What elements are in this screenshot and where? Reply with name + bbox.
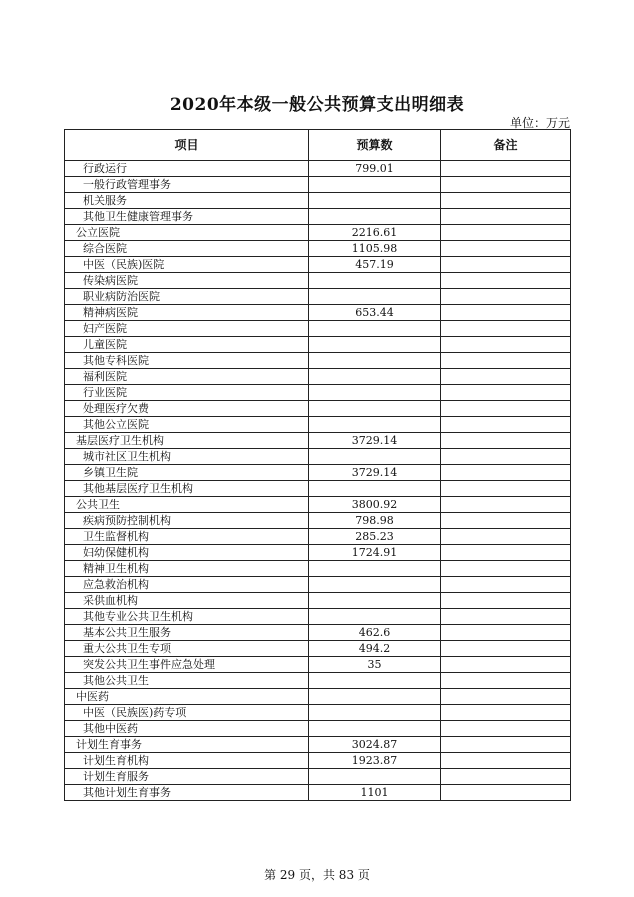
table-row [65,753,571,769]
table-row [65,785,571,801]
budget-table [64,129,571,801]
row-note [441,753,571,769]
table-row [65,321,571,337]
table-row [65,241,571,257]
row-item-name: 公立医院 [65,225,309,241]
row-budget-value [309,673,441,689]
row-budget-value: 1923.87 [309,753,441,769]
row-note [441,721,571,737]
row-note [441,529,571,545]
row-budget-value [309,273,441,289]
table-row [65,641,571,657]
row-item-name: 计划生育机构 [65,753,309,769]
table-row [65,193,571,209]
table-row [65,625,571,641]
row-budget-value [309,321,441,337]
row-item-name: 其他基层医疗卫生机构 [65,481,309,497]
table-row [65,273,571,289]
page-footer: 第 29 页，共 83 页 [264,868,370,882]
row-item-name: 行政运行 [65,161,309,177]
row-note [441,737,571,753]
row-budget-value: 494.2 [309,641,441,657]
row-item-name: 应急救治机构 [65,577,309,593]
table-row [65,353,571,369]
row-note [441,225,571,241]
table-row [65,177,571,193]
table-row [65,209,571,225]
row-note [441,641,571,657]
row-item-name: 机关服务 [65,193,309,209]
table-row [65,225,571,241]
table-row [65,385,571,401]
row-note [441,449,571,465]
row-budget-value [309,721,441,737]
row-budget-value: 798.98 [309,513,441,529]
row-note [441,305,571,321]
row-item-name: 其他专科医院 [65,353,309,369]
row-note [441,769,571,785]
row-item-name: 公共卫生 [65,497,309,513]
row-budget-value: 2216.61 [309,225,441,241]
table-row [65,433,571,449]
row-budget-value [309,577,441,593]
row-budget-value [309,561,441,577]
table-row [65,705,571,721]
row-note [441,273,571,289]
row-item-name: 中医（民族)医院 [65,257,309,273]
row-item-name: 突发公共卫生事件应急处理 [65,657,309,673]
row-budget-value [309,193,441,209]
header-budget: 预算数 [309,130,441,161]
row-item-name: 基层医疗卫生机构 [65,433,309,449]
table-row [65,689,571,705]
row-budget-value: 1101 [309,785,441,801]
row-item-name: 采供血机构 [65,593,309,609]
table-row [65,513,571,529]
row-item-name: 其他卫生健康管理事务 [65,209,309,225]
row-item-name: 其他公共卫生 [65,673,309,689]
row-budget-value: 1724.91 [309,545,441,561]
row-item-name: 儿童医院 [65,337,309,353]
row-item-name: 计划生育事务 [65,737,309,753]
row-item-name: 处理医疗欠费 [65,401,309,417]
row-note [441,705,571,721]
row-note [441,161,571,177]
row-item-name: 其他中医药 [65,721,309,737]
row-note [441,193,571,209]
row-item-name: 其他公立医院 [65,417,309,433]
row-item-name: 福利医院 [65,369,309,385]
table-row [65,481,571,497]
table-row [65,593,571,609]
row-note [441,689,571,705]
row-budget-value [309,705,441,721]
row-note [441,673,571,689]
row-note [441,369,571,385]
table-row [65,561,571,577]
row-item-name: 其他专业公共卫生机构 [65,609,309,625]
row-budget-value [309,449,441,465]
row-note [441,625,571,641]
table-row [65,769,571,785]
row-budget-value [309,177,441,193]
row-note [441,257,571,273]
row-item-name: 乡镇卫生院 [65,465,309,481]
row-item-name: 综合医院 [65,241,309,257]
row-note [441,353,571,369]
table-row [65,529,571,545]
row-note [441,401,571,417]
row-note [441,593,571,609]
table-row [65,289,571,305]
row-budget-value [309,593,441,609]
row-note [441,321,571,337]
row-budget-value: 3024.87 [309,737,441,753]
table-row [65,721,571,737]
table-row [65,161,571,177]
row-item-name: 精神病医院 [65,305,309,321]
row-budget-value: 457.19 [309,257,441,273]
table-header-row [65,130,571,161]
unit-label: 单位：万元 [509,116,570,130]
row-item-name: 其他计划生育事务 [65,785,309,801]
table-row [65,673,571,689]
row-item-name: 职业病防治医院 [65,289,309,305]
table-row [65,465,571,481]
row-note [441,577,571,593]
row-note [441,433,571,449]
table-row [65,657,571,673]
table-row [65,401,571,417]
table-row [65,417,571,433]
row-item-name: 妇幼保健机构 [65,545,309,561]
row-budget-value: 3729.14 [309,465,441,481]
row-budget-value: 1105.98 [309,241,441,257]
row-note [441,545,571,561]
row-budget-value [309,369,441,385]
row-item-name: 传染病医院 [65,273,309,289]
row-note [441,289,571,305]
header-note: 备注 [441,130,571,161]
row-note [441,241,571,257]
row-item-name: 中医药 [65,689,309,705]
row-note [441,385,571,401]
table-row [65,305,571,321]
table-row [65,257,571,273]
row-note [441,481,571,497]
table-row [65,369,571,385]
row-item-name: 一般行政管理事务 [65,177,309,193]
row-note [441,561,571,577]
row-note [441,785,571,801]
row-budget-value [309,353,441,369]
row-item-name: 重大公共卫生专项 [65,641,309,657]
row-budget-value: 35 [309,657,441,673]
table-row [65,497,571,513]
table-row [65,449,571,465]
row-note [441,609,571,625]
row-budget-value [309,289,441,305]
row-item-name: 疾病预防控制机构 [65,513,309,529]
row-note [441,417,571,433]
row-note [441,337,571,353]
row-budget-value [309,609,441,625]
table-row [65,737,571,753]
table-row [65,545,571,561]
row-budget-value [309,417,441,433]
row-item-name: 卫生监督机构 [65,529,309,545]
row-budget-value [309,209,441,225]
row-budget-value [309,401,441,417]
row-note [441,465,571,481]
row-budget-value [309,385,441,401]
page-title: 2020年本级一般公共预算支出明细表 [169,95,465,115]
row-item-name: 精神卫生机构 [65,561,309,577]
row-item-name: 行业医院 [65,385,309,401]
row-budget-value: 3800.92 [309,497,441,513]
row-item-name: 城市社区卫生机构 [65,449,309,465]
row-budget-value: 799.01 [309,161,441,177]
row-budget-value: 285.23 [309,529,441,545]
row-note [441,497,571,513]
row-note [441,177,571,193]
row-item-name: 中医（民族医)药专项 [65,705,309,721]
row-budget-value: 3729.14 [309,433,441,449]
header-item: 项目 [65,130,309,161]
row-budget-value [309,689,441,705]
row-note [441,657,571,673]
row-note [441,209,571,225]
row-budget-value [309,337,441,353]
row-budget-value: 653.44 [309,305,441,321]
row-budget-value [309,481,441,497]
table-row [65,609,571,625]
row-item-name: 妇产医院 [65,321,309,337]
table-row [65,337,571,353]
table-row [65,577,571,593]
row-item-name: 计划生育服务 [65,769,309,785]
row-note [441,513,571,529]
row-item-name: 基本公共卫生服务 [65,625,309,641]
row-budget-value [309,769,441,785]
row-budget-value: 462.6 [309,625,441,641]
